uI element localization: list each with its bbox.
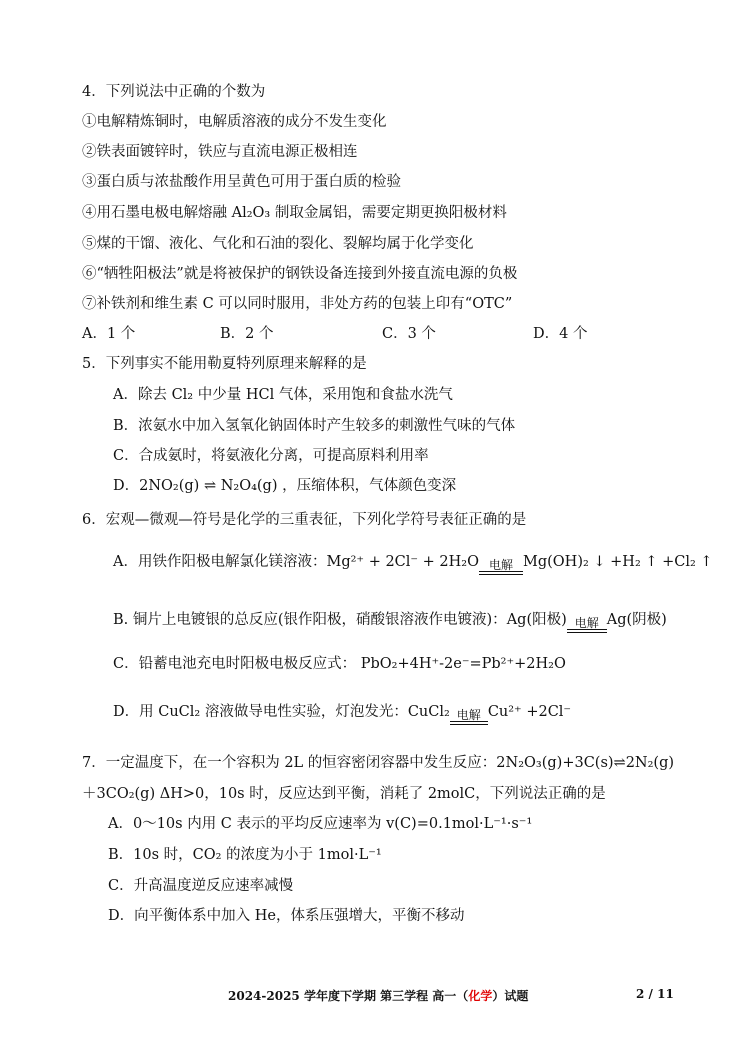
q6-d-prefix: D．用 CuCl₂ 溶液做导电性实验，灯泡发光： xyxy=(113,704,408,720)
q5-option-d: D．2NO₂(g) ⇌ N₂O₄(g) ，压缩体积，气体颜色变深 xyxy=(113,478,457,494)
q4-item-2: ②铁表面镀锌时，铁应与直流电源正极相连 xyxy=(82,144,358,160)
q4-item-7: ⑦补铁剂和维生素 C 可以同时服用，非处方药的包装上印有“OTC” xyxy=(82,296,513,312)
q4-item-5: ⑤煤的干馏、液化、气化和石油的裂化、裂解均属于化学变化 xyxy=(82,236,474,252)
q7-stem-line1: 7．一定温度下，在一个容积为 2L 的恒容密闭容器中发生反应：2N₂O₃(g)+3C(s)⇌2N₂(g) xyxy=(82,755,675,771)
q4-option-a: A．1 个 xyxy=(82,326,136,342)
q4-item-4: ④用石墨电极电解熔融 Al₂O₃ 制取金属铝，需要定期更换阳极材料 xyxy=(82,205,507,221)
q6-option-d xyxy=(113,702,571,725)
q6-d-right: Cu²⁺ +2Cl⁻ xyxy=(487,704,572,720)
q6-b-left: Ag(阳极) xyxy=(506,612,567,628)
q6-option-a xyxy=(113,552,713,575)
q4-option-b: B．2 个 xyxy=(220,326,274,342)
q6-a-right: Mg(OH)₂ ↓ +H₂ ↑ +Cl₂ ↑ xyxy=(523,554,713,570)
q5-option-a: A．除去 Cl₂ 中少量 HCl 气体，采用饱和食盐水洗气 xyxy=(113,387,453,403)
q6-d-left: CuCl₂ xyxy=(407,704,450,720)
q4-item-1: ①电解精炼铜时，电解质溶液的成分不发生变化 xyxy=(82,114,387,130)
page-footer xyxy=(228,987,528,1004)
q6-stem: 6．宏观—微观—符号是化学的三重表征，下列化学符号表征正确的是 xyxy=(82,512,527,528)
electrolysis-label: 电解 xyxy=(488,558,513,572)
electrolysis-arrow xyxy=(479,559,523,575)
q5-option-b: B．浓氨水中加入氢氧化钠固体时产生较多的刺激性气味的气体 xyxy=(113,418,516,434)
q7-option-d: D．向平衡体系中加入 He，体系压强增大，平衡不移动 xyxy=(108,908,465,924)
q6-b-prefix: B. 铜片上电镀银的总反应(银作阳极，硝酸银溶液作电镀液)： xyxy=(113,612,507,628)
q5-option-c: C．合成氨时，将氨液化分离，可提高原料利用率 xyxy=(113,448,429,464)
q6-option-c: C．铅蓄电池充电时阳极电极反应式： PbO₂+4H⁺-2e⁻=Pb²⁺+2H₂O xyxy=(113,656,566,672)
q7-option-a: A．0～10s 内用 C 表示的平均反应速率为 v(C)=0.1mol·L⁻¹·s⁻¹ xyxy=(108,816,533,832)
electrolysis-label: 电解 xyxy=(574,616,599,630)
q4-option-d: D．4 个 xyxy=(533,326,588,342)
footer-prefix: 2024-2025 学年度下学期 第三学程 高一（ xyxy=(228,989,469,1003)
q7-option-b: B．10s 时，CO₂ 的浓度为小于 1mol·L⁻¹ xyxy=(108,847,382,863)
q4-item-3: ③蛋白质与浓盐酸作用呈黄色可用于蛋白质的检验 xyxy=(82,174,401,190)
q6-a-prefix: A．用铁作阳极电解氯化镁溶液： xyxy=(113,554,327,570)
electrolysis-label: 电解 xyxy=(456,708,481,722)
q4-stem: 4．下列说法中正确的个数为 xyxy=(82,84,266,100)
footer-subject: 化学 xyxy=(468,989,493,1003)
q6-option-b xyxy=(113,610,667,633)
q4-option-c: C．3 个 xyxy=(382,326,436,342)
q4-item-6: ⑥“牺牲阳极法”就是将被保护的钢铁设备连接到外接直流电源的负极 xyxy=(82,266,518,282)
q6-a-left: Mg²⁺ + 2Cl⁻ + 2H₂O xyxy=(326,554,479,570)
q7-option-c: C．升高温度逆反应速率减慢 xyxy=(108,878,294,894)
q6-b-right: Ag(阴极) xyxy=(606,612,667,628)
page-number: 2 / 11 xyxy=(636,987,674,1001)
q5-stem: 5．下列事实不能用勒夏特列原理来解释的是 xyxy=(82,356,367,372)
electrolysis-arrow xyxy=(567,617,607,633)
footer-suffix: ）试题 xyxy=(492,989,529,1003)
electrolysis-arrow xyxy=(450,709,488,725)
q7-stem-line2: ＋3CO₂(g) ΔH>0，10s 时，反应达到平衡，消耗了 2molC，下列说法正确的是 xyxy=(82,786,606,802)
